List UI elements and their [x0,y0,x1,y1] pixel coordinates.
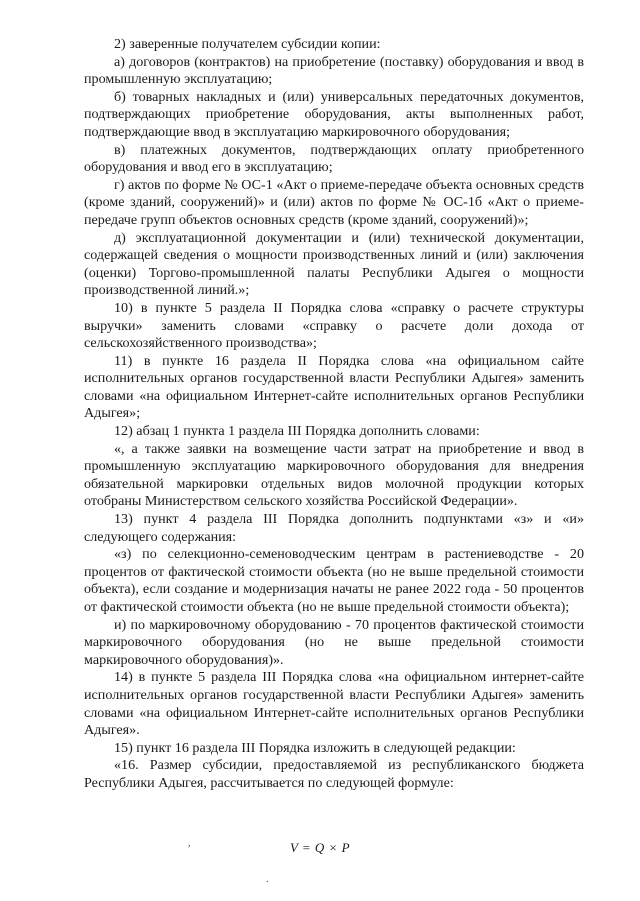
paragraph-item-15: 15) пункт 16 раздела III Порядка изложить в следующей редакции: [114,739,516,756]
stray-comma-mark: , [188,838,191,849]
paragraph-item-11: 11) в пункте 16 раздела II Порядка слова «на официальном сайте исполнительных органов государственной власти Республики Адыгея» заменить словами «на официальном Интернет-сайте исполнительных органов Республики Адыгея»; [84,352,584,422]
paragraph-item-16-intro: «16. Размер субсидии, предоставляемой из республиканского бюджета Республики Адыгея, рассчитывается по следующей формуле: [84,757,584,791]
paragraph-subitem-z: «з) по селекционно-семеноводческим центрам в растениеводстве - 20 процентов от фактической стоимости объекта (но не выше предельной стоимости объекта), если создание и модернизация начаты не ранее 2022 года - 50 процентов от фактической стоимости объекта (но не выше предельной стоимости объекта); [84,546,584,615]
subsidy-formula: V = Q × P [289,840,351,855]
paragraph-item-12: 12) абзац 1 пункта 1 раздела III Порядка дополнить словами: [114,423,480,440]
paragraph-item-10: 10) в пункте 5 раздела II Порядка слова «справку о расчете структуры выручки» заменить словами «справку о расчете доли дохода от сельскохозяйственного производства»; [84,299,584,352]
stray-dot-mark: . [266,874,269,885]
paragraph-item-2: 2) заверенные получателем субсидии копии: [114,36,381,52]
paragraph-subitem-a: а) договоров (контрактов) на приобретение (поставку) оборудования и ввод в промышленную эксплуатацию; [84,53,584,88]
paragraph-item-14: 14) в пункте 5 раздела III Порядка слова «на официальном интернет-сайте исполнительных органов государственной власти Республики Адыгея» заменить словами «на официальном Интернет-сайте исполнительных органов Республики Адыгея». [84,669,584,739]
paragraph-subitem-i: и) по маркировочному оборудованию - 70 процентов фактической стоимости маркировочного оборудования (но не выше предельной стоимости маркировочного оборудования)». [84,616,584,668]
paragraph-subitem-d: д) эксплуатационной документации и (или) технической документации, содержащей сведения о мощности производственных линий и (или) заключения (оценки) Торгово-промышленной палаты Республики Адыгея о мощности производственной линий.»; [84,229,584,299]
paragraph-item-13: 13) пункт 4 раздела III Порядка дополнить подпунктами «з» и «и» следующего содержания: [84,511,584,545]
paragraph-subitem-b: б) товарных накладных и (или) универсальных передаточных документов, подтверждающих приобретение оборудования, акты выполненных работ, подтверждающие ввод в эксплуатацию маркировочного оборудования; [84,88,584,140]
paragraph-subitem-g: г) актов по форме № ОС-1 «Акт о приеме-передаче объекта основных средств (кроме зданий, сооружений)» и (или) актов по форме № ОС-1б «Акт о приеме-передаче групп объектов основных средств (кроме зданий, сооружений)»; [84,176,584,228]
paragraph-subitem-v: в) платежных документов, подтверждающих оплату приобретенного оборудования и ввод его в эксплуатацию; [84,141,584,176]
paragraph-item-12-text: «, а также заявки на возмещение части затрат на приобретение и ввод в промышленную эксплуатацию маркировочного оборудования для внедрения обязательной маркировки отдельных видов молочной продукции которых отобраны Министерством сельского хозяйства Российской Федерации». [84,440,584,510]
